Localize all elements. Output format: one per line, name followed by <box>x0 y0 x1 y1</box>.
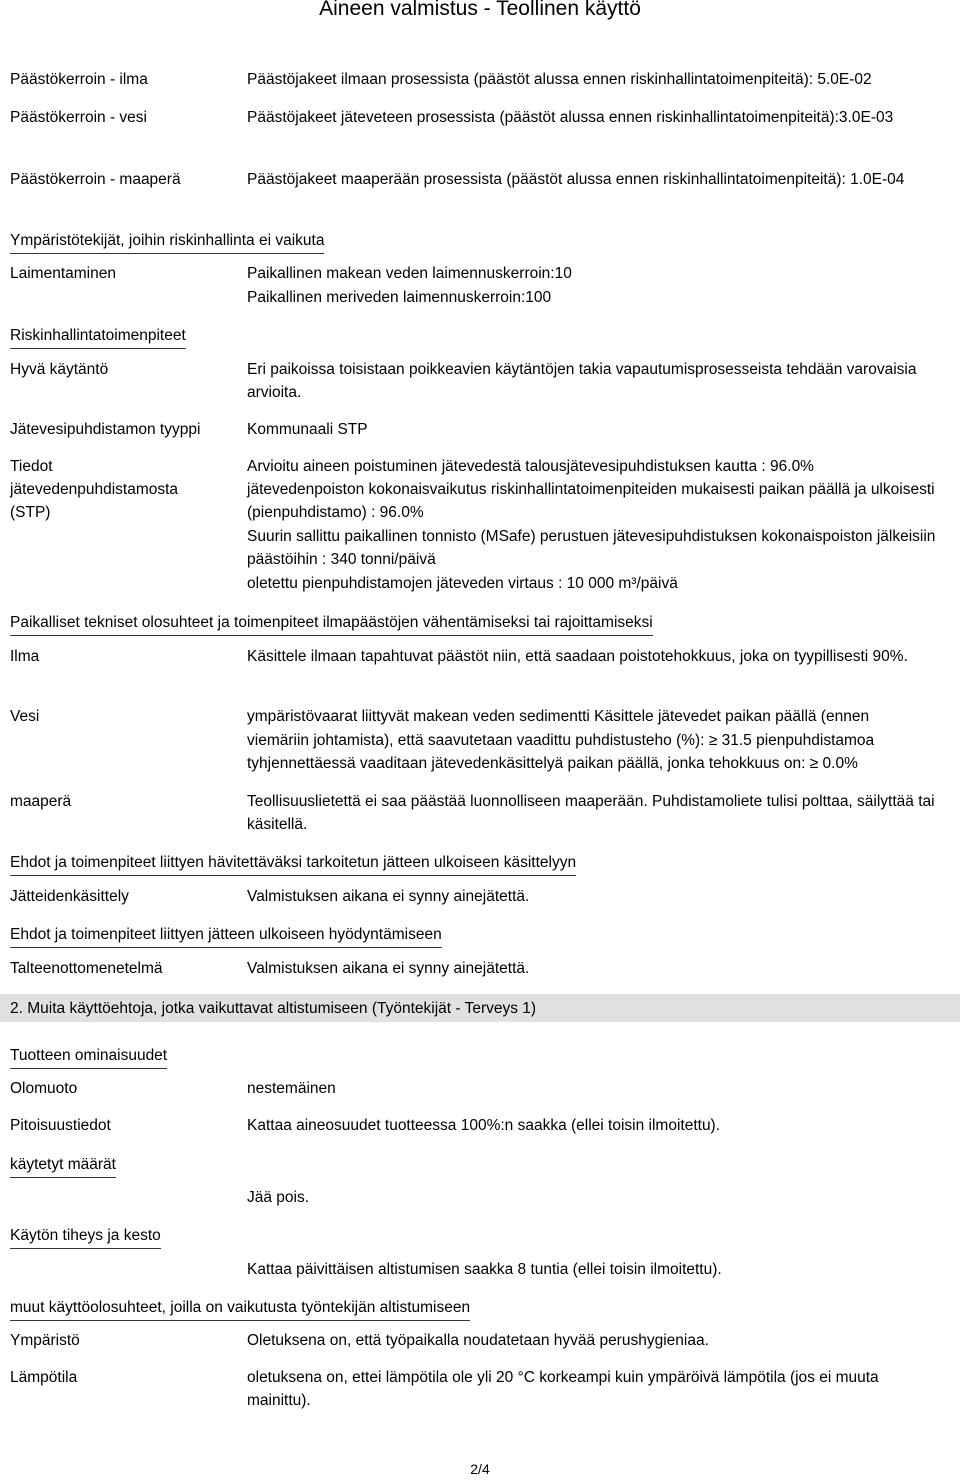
page-number: 2/4 <box>470 1461 490 1477</box>
soil-label: maaperä <box>10 793 72 810</box>
emission-factor-air-label: Päästökerroin - ilma <box>10 71 148 88</box>
stp-msafe-line: Suurin sallittu paikallinen tonnisto (MSafe) perustuen jätevesipuhdistuksen kokonaispoiston jälkeisiin päästöihin : 340 tonni/päivä <box>247 528 936 568</box>
env-factors-heading: Ympäristötekijät, joihin riskinhallinta ei vaikuta <box>10 229 324 254</box>
stp-info-label: Tiedot jätevedenpuhdistamosta (STP) <box>10 458 179 521</box>
freshwater-dilution-value: Paikallinen makean veden laimennuskerroin:10 <box>247 265 572 282</box>
emission-factor-water-label: Päästökerroin - vesi <box>10 109 147 126</box>
soil-value: Teollisuuslietettä ei saa päästää luonnolliseen maaperään. Puhdistamoliete tulisi polttaa, säilyttää tai käsitellä. <box>247 793 935 833</box>
physical-state-label: Olomuoto <box>10 1080 78 1097</box>
frequency-heading: Käytön tiheys ja kesto <box>10 1224 161 1249</box>
air-label: Ilma <box>10 648 40 665</box>
recovery-method-value: Valmistuksen aikana ei synny ainejätettä. <box>247 960 530 977</box>
concentration-label: Pitoisuustiedot <box>10 1117 111 1134</box>
risk-mgmt-heading: Riskinhallintatoimenpiteet <box>10 324 186 349</box>
waste-disposal-heading: Ehdot ja toimenpiteet liittyen hävitettäväksi tarkoitetun jätteen ulkoiseen käsittelyyn <box>10 851 576 876</box>
stp-type-value: Kommunaali STP <box>247 421 368 438</box>
air-value: Käsittele ilmaan tapahtuvat päästöt niin, että saadaan poistotehokkuus, joka on tyypillisesti 90%. <box>247 648 908 665</box>
local-measures-heading: Paikalliset tekniset olosuhteet ja toimenpiteet ilmapäästöjen vähentämiseksi tai rajoittamiseksi <box>10 611 653 636</box>
stp-type-label: Jätevesipuhdistamon tyyppi <box>10 421 201 438</box>
recovery-method-label: Talteenottomenetelmä <box>10 960 163 977</box>
product-heading: Tuotteen ominaisuudet <box>10 1044 167 1069</box>
amounts-heading: käytetyt määrät <box>10 1153 116 1178</box>
good-practice-value: Eri paikoissa toisistaan poikkeavien käytäntöjen takia vapautumisprosesseista tehdään varovaisia arvioita. <box>247 361 917 401</box>
emission-factor-air-value: Päästöjakeet ilmaan prosessista (päästöt alussa ennen riskinhallintatoimenpiteitä): 5.0E-02 <box>247 71 872 88</box>
good-practice-label: Hyvä käytäntö <box>10 361 109 378</box>
stp-flow-line: oletettu pienpuhdistamojen jäteveden virtaus : 10 000 m³/päivä <box>247 575 678 592</box>
frequency-value: Kattaa päivittäisen altistumisen saakka 8 tuntia (ellei toisin ilmoitettu). <box>247 1261 722 1278</box>
emission-factor-water-value: Päästöjakeet jäteveteen prosessista (päästöt alussa ennen riskinhallintatoimenpiteitä):3.0E-03 <box>247 109 894 126</box>
water-line-3: tyhjennettäessä vaaditaan jätevedenkäsittelyä paikan päällä, jonka tehokkuus on: ≥ 0.0% <box>247 755 858 772</box>
temperature-label: Lämpötila <box>10 1369 78 1386</box>
amounts-value: Jää pois. <box>247 1189 310 1206</box>
concentration-value: Kattaa aineosuudet tuotteessa 100%:n saakka (ellei toisin ilmoitettu). <box>247 1117 721 1134</box>
section-2-title: 2. Muita käyttöehtoja, jotka vaikuttavat altistumiseen (Työntekijät - Terveys 1) <box>10 1000 537 1017</box>
water-label: Vesi <box>10 708 40 725</box>
stp-removal-line: Arvioitu aineen poistuminen jätevedestä talousjätevesipuhdistuksen kautta : 96.0% <box>247 458 814 475</box>
waste-handling-label: Jätteidenkäsittely <box>10 888 129 905</box>
stp-total-removal-line: jätevedenpoiston kokonaisvaikutus riskinhallintatoimenpiteiden mukaisesti paikan päällä ja ulkoisesti (pienpuhdistamo) : 96.0% <box>247 481 935 521</box>
environment-value: Oletuksena on, että työpaikalla noudatetaan hyvää perushygieniaa. <box>247 1332 709 1349</box>
physical-state-value: nestemäinen <box>247 1080 336 1097</box>
environment-label: Ympäristö <box>10 1332 80 1349</box>
water-line-1: ympäristövaarat liittyvät makean veden sedimentti Käsittele jätevedet paikan päällä (ennen <box>247 708 870 725</box>
page-title: Aineen valmistus - Teollinen käyttö <box>319 0 641 20</box>
dilution-label: Laimentaminen <box>10 265 116 282</box>
temperature-value: oletuksena on, ettei lämpötila ole yli 20 °C korkeampi kuin ympäröivä lämpötila (jos ei muuta mainittu). <box>247 1369 879 1409</box>
other-conditions-heading: muut käyttöolosuhteet, joilla on vaikutusta työntekijän altistumiseen <box>10 1296 470 1321</box>
seawater-dilution-value: Paikallinen meriveden laimennuskerroin:100 <box>247 289 552 306</box>
emission-factor-soil-value: Päästöjakeet maaperään prosessista (päästöt alussa ennen riskinhallintatoimenpiteitä): 1.0E-04 <box>247 171 905 188</box>
emission-factor-soil-label: Päästökerroin - maaperä <box>10 171 181 188</box>
water-line-2: viemäriin johtamista), että saavutetaan vaadittu puhdistusteho (%): ≥ 31.5 pienpuhdistamoa <box>247 732 875 749</box>
waste-recovery-heading: Ehdot ja toimenpiteet liittyen jätteen ulkoiseen hyödyntämiseen <box>10 923 442 948</box>
waste-handling-value: Valmistuksen aikana ei synny ainejätettä. <box>247 888 530 905</box>
